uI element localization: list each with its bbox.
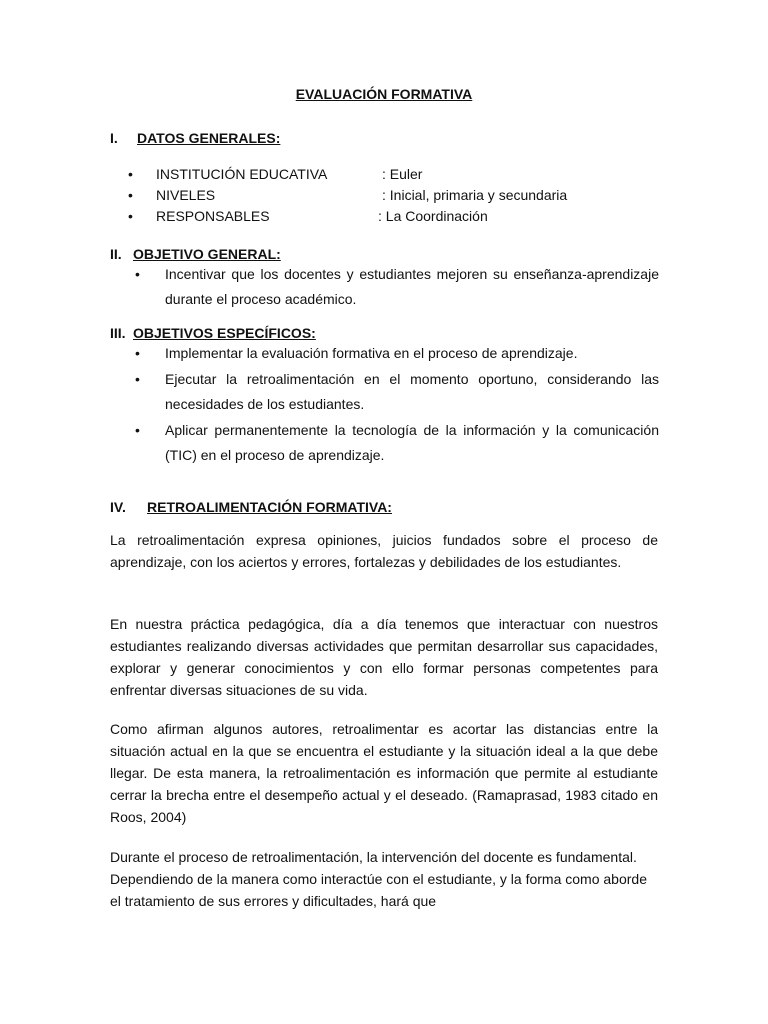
body-paragraph: Durante el proceso de retroalimentación, la intervención del docente es fundamental. Dependiendo de la manera como interactúe con el estudiante, y la forma como aborde el tratamiento de sus errores y dificultades, hará que <box>110 849 647 909</box>
list-item-text: Aplicar permanentemente la tecnología de la información y la comunicación (TIC) en el proceso de aprendizaje. <box>165 422 659 463</box>
institucion-value: : Euler <box>382 166 423 182</box>
list-item-text: Implementar la evaluación formativa en el proceso de aprendizaje. <box>165 345 578 361</box>
list-item <box>133 418 659 468</box>
list-item-text: Ejecutar la retroalimentación en el momento oportuno, considerando las necesidades de los estudiantes. <box>165 371 659 412</box>
body-paragraph: En nuestra práctica pedagógica, día a día tenemos que interactuar con nuestros estudiantes realizando diversas actividades que permitan desarrollar sus capacidades, explorar y generar conocimientos y con ello formar personas competentes para enfrentar diversas situaciones de su vida. <box>110 616 658 698</box>
bullet-icon: • <box>128 208 133 224</box>
bullet-icon: • <box>135 422 140 438</box>
body-paragraph: Como afirman algunos autores, retroalimentar es acortar las distancias entre la situación actual en la que se encuentra el estudiante y la situación ideal a la que debe llegar. De esta manera, la retroalimentación es información que permite al estudiante cerrar la brecha entre el desempeño actual y el deseado. (Ramaprasad, 1983 citado en Roos, 2004) <box>110 721 658 825</box>
bullet-icon: • <box>135 345 140 361</box>
bullet-icon: • <box>128 187 133 203</box>
section-retroalimentacion-heading <box>110 499 392 515</box>
section-objetivos-especificos-heading <box>110 325 316 341</box>
list-item <box>133 367 659 417</box>
section-number: IV. <box>110 499 126 515</box>
section-number: III. <box>110 325 126 341</box>
objetivos-especificos-list <box>133 341 659 469</box>
list-item-text: Incentivar que los docentes y estudiantes mejoren su enseñanza-aprendizaje durante el proceso académico. <box>165 266 659 307</box>
section-title: OBJETIVO GENERAL: <box>133 246 281 262</box>
section-number: I. <box>110 130 118 146</box>
body-paragraph: La retroalimentación expresa opiniones, juicios fundados sobre el proceso de aprendizaje, con los aciertos y errores, fortalezas y debilidades de los estudiantes. <box>110 532 658 570</box>
list-item <box>133 341 659 366</box>
bullet-icon: • <box>135 266 140 282</box>
section-title: OBJETIVOS ESPECÍFICOS: <box>133 325 316 341</box>
section-objetivo-general-heading <box>110 246 281 262</box>
institucion-label: INSTITUCIÓN EDUCATIVA <box>156 166 328 182</box>
section-title: RETROALIMENTACIÓN FORMATIVA: <box>147 499 392 515</box>
responsables-value: : La Coordinación <box>378 208 488 224</box>
section-datos-generales-heading <box>110 130 280 146</box>
niveles-value: : Inicial, primaria y secundaria <box>382 187 568 203</box>
bullet-icon: • <box>128 166 133 182</box>
list-item <box>133 262 659 312</box>
section-number: II. <box>110 246 122 262</box>
document-title: EVALUACIÓN FORMATIVA <box>295 86 473 102</box>
objetivo-general-list <box>133 262 659 313</box>
section-title: DATOS GENERALES: <box>137 130 281 146</box>
niveles-label: NIVELES <box>156 187 216 203</box>
bullet-icon: • <box>135 371 140 387</box>
responsables-label: RESPONSABLES <box>156 208 270 224</box>
